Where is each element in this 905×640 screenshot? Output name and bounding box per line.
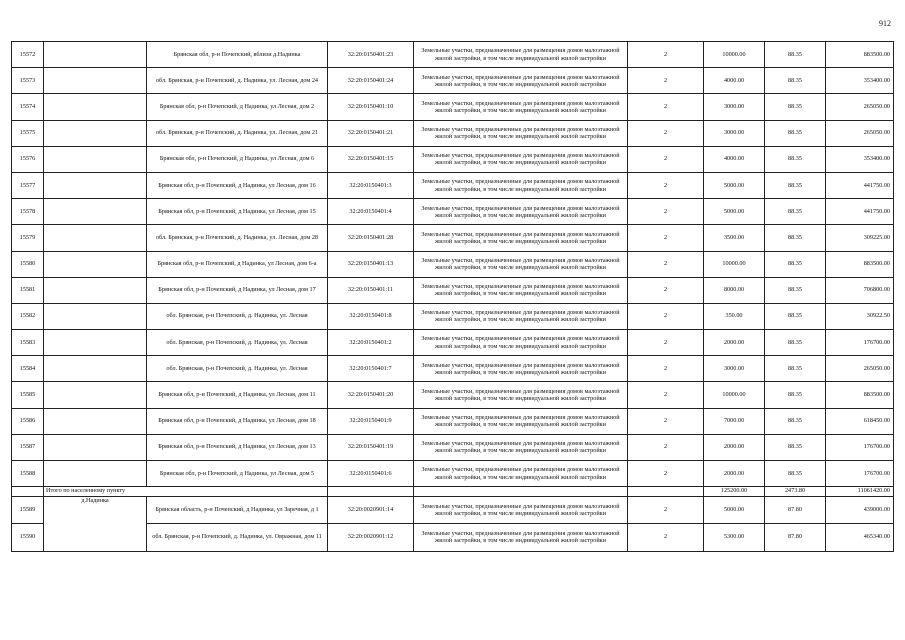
cadastral-number-cell: 32:20:0150401:24 xyxy=(328,68,414,94)
cadastral-number-cell: 32:20:0150401:2 xyxy=(328,330,414,356)
cadastral-value-cell: 176700.00 xyxy=(826,434,894,460)
row-number-cell: 15590 xyxy=(12,524,44,552)
subtotal-value-cell: 11061420.00 xyxy=(826,487,894,497)
land-use-cell: Земельные участки, предназначенные для размещения домов малоэтажной жилой застройки, в том числе индивидуальной жилой застройки xyxy=(414,382,628,408)
address-cell: Брянская обл, р-н Почепский, д Надинка, ул Лесная, дом 5 xyxy=(147,461,328,487)
cadastral-number-cell: 32:20:0150401:19 xyxy=(328,434,414,460)
land-use-cell: Земельные участки, предназначенные для размещения домов малоэтажной жилой застройки, в том числе индивидуальной жилой застройки xyxy=(414,68,628,94)
address-cell: обл. Брянская, р-н Почепский, д. Надинка, ул. Лесная, дом 24 xyxy=(147,68,328,94)
cadastral-value-cell: 618450.00 xyxy=(826,408,894,434)
table-row xyxy=(12,408,894,434)
specific-value-cell: 88.35 xyxy=(765,408,826,434)
settlement-cell xyxy=(44,382,147,408)
group-cell: 2 xyxy=(628,408,704,434)
land-use-cell: Земельные участки, предназначенные для размещения домов малоэтажной жилой застройки, в том числе индивидуальной жилой застройки xyxy=(414,277,628,303)
specific-value-cell: 88.35 xyxy=(765,94,826,120)
address-cell: обл. Брянская, р-н Почепский, д. Надинка, ул. Лесная xyxy=(147,303,328,329)
group-cell: 2 xyxy=(628,461,704,487)
address-cell: Брянская область, р-н Почепский, д Надинка, ул Заречная, д 1 xyxy=(147,496,328,524)
address-cell: обл. Брянская, р-н Почепский, д. Надинка, ул. Лесная xyxy=(147,356,328,382)
group-cell: 2 xyxy=(628,496,704,524)
area-cell: 2000.00 xyxy=(704,330,765,356)
settlement-cell xyxy=(44,330,147,356)
cadastral-number-cell: 32:20:0020901:14 xyxy=(328,496,414,524)
settlement-cell xyxy=(44,225,147,251)
specific-value-cell: 88.35 xyxy=(765,199,826,225)
group-cell: 2 xyxy=(628,524,704,552)
cadastral-value-cell: 465340.00 xyxy=(826,524,894,552)
address-cell: Брянская обл, р-н Почепский, д Надинка, ул Лесная, дом 6 xyxy=(147,146,328,172)
cadastral-value-cell: 353400.00 xyxy=(826,146,894,172)
area-cell: 8000.00 xyxy=(704,277,765,303)
area-cell: 5000.00 xyxy=(704,496,765,524)
land-use-cell: Земельные участки, предназначенные для размещения домов малоэтажной жилой застройки, в том числе индивидуальной жилой застройки xyxy=(414,356,628,382)
area-cell: 2000.00 xyxy=(704,434,765,460)
area-cell: 2000.00 xyxy=(704,461,765,487)
settlement-cell xyxy=(44,461,147,487)
address-cell: Брянская обл, р-н Почепский, д Надинка, ул Лесная, дом 11 xyxy=(147,382,328,408)
specific-value-cell: 88.35 xyxy=(765,172,826,198)
specific-value-cell: 88.35 xyxy=(765,382,826,408)
table-row xyxy=(12,42,894,68)
area-cell: 3000.00 xyxy=(704,120,765,146)
table-row xyxy=(12,382,894,408)
specific-value-cell: 88.35 xyxy=(765,356,826,382)
group-cell: 2 xyxy=(628,330,704,356)
table-row xyxy=(12,199,894,225)
cadastral-number-cell: 32:20:0150401:13 xyxy=(328,251,414,277)
cadastral-value-cell: 176700.00 xyxy=(826,461,894,487)
row-number-cell: 15577 xyxy=(12,172,44,198)
land-use-cell: Земельные участки, предназначенные для размещения домов малоэтажной жилой застройки, в том числе индивидуальной жилой застройки xyxy=(414,94,628,120)
subtotal-row xyxy=(12,487,894,497)
cadastral-number-cell: 32:20:0150401:21 xyxy=(328,120,414,146)
land-use-cell: Земельные участки, предназначенные для размещения домов малоэтажной жилой застройки, в том числе индивидуальной жилой застройки xyxy=(414,408,628,434)
group-cell: 2 xyxy=(628,382,704,408)
address-cell: Брянская обл, р-н Почепский, вблизи д.Надинка xyxy=(147,42,328,68)
cadastral-value-cell: 353400.00 xyxy=(826,68,894,94)
group-cell: 2 xyxy=(628,434,704,460)
page-number: 912 xyxy=(879,19,891,28)
cadastral-value-cell: 265050.00 xyxy=(826,120,894,146)
cadastral-value-cell: 265050.00 xyxy=(826,94,894,120)
land-use-cell: Земельные участки, предназначенные для размещения домов малоэтажной жилой застройки, в том числе индивидуальной жилой застройки xyxy=(414,330,628,356)
address-cell: Брянская обл, р-н Почепский, д Надинка, ул Лесная, дом 16 xyxy=(147,172,328,198)
group-cell: 2 xyxy=(628,251,704,277)
group-cell: 2 xyxy=(628,303,704,329)
subtotal-area-cell: 125200.00 xyxy=(704,487,765,497)
table-row xyxy=(12,303,894,329)
cadastral-value-cell: 883500.00 xyxy=(826,42,894,68)
subtotal-empty-cell xyxy=(12,487,44,497)
cadastral-value-cell: 441750.00 xyxy=(826,172,894,198)
group-cell: 2 xyxy=(628,94,704,120)
address-cell: обл. Брянская, р-н Почепский, д. Надинка, ул. Лесная xyxy=(147,330,328,356)
group-cell: 2 xyxy=(628,277,704,303)
group-cell: 2 xyxy=(628,42,704,68)
land-use-cell: Земельные участки, предназначенные для размещения домов малоэтажной жилой застройки, в том числе индивидуальной жилой застройки xyxy=(414,146,628,172)
cadastral-number-cell: 32:20:0150401:4 xyxy=(328,199,414,225)
specific-value-cell: 88.35 xyxy=(765,42,826,68)
row-number-cell: 15579 xyxy=(12,225,44,251)
row-number-cell: 15575 xyxy=(12,120,44,146)
settlement-cell xyxy=(44,68,147,94)
address-cell: Брянская обл, р-н Почепский, д Надинка, ул Лесная, дом 2 xyxy=(147,94,328,120)
cadastral-number-cell: 32:20:0150401:15 xyxy=(328,146,414,172)
area-cell: 3000.00 xyxy=(704,94,765,120)
table-row xyxy=(12,434,894,460)
specific-value-cell: 88.35 xyxy=(765,68,826,94)
row-number-cell: 15587 xyxy=(12,434,44,460)
address-cell: обл. Брянская, р-н Почепский, д. Надинка, ул. Лесная, дом 28 xyxy=(147,225,328,251)
specific-value-cell: 88.35 xyxy=(765,120,826,146)
cadastral-number-cell: 32:20:0150401:6 xyxy=(328,461,414,487)
settlement-cell xyxy=(44,251,147,277)
group-cell: 2 xyxy=(628,68,704,94)
land-use-cell: Земельные участки, предназначенные для размещения домов малоэтажной жилой застройки, в том числе индивидуальной жилой застройки xyxy=(414,496,628,524)
area-cell: 5000.00 xyxy=(704,172,765,198)
row-number-cell: 15584 xyxy=(12,356,44,382)
land-use-cell: Земельные участки, предназначенные для размещения домов малоэтажной жилой застройки, в том числе индивидуальной жилой застройки xyxy=(414,251,628,277)
table-row xyxy=(12,251,894,277)
row-number-cell: 15586 xyxy=(12,408,44,434)
subtotal-rate-cell: 2473.80 xyxy=(765,487,826,497)
subtotal-empty-cell xyxy=(414,487,628,497)
land-use-cell: Земельные участки, предназначенные для размещения домов малоэтажной жилой застройки, в том числе индивидуальной жилой застройки xyxy=(414,524,628,552)
cadastral-value-cell: 441750.00 xyxy=(826,199,894,225)
land-use-cell: Земельные участки, предназначенные для размещения домов малоэтажной жилой застройки, в том числе индивидуальной жилой застройки xyxy=(414,199,628,225)
land-use-cell: Земельные участки, предназначенные для размещения домов малоэтажной жилой застройки, в том числе индивидуальной жилой застройки xyxy=(414,434,628,460)
table-row xyxy=(12,356,894,382)
group-cell: 2 xyxy=(628,120,704,146)
area-cell: 5300.00 xyxy=(704,524,765,552)
group-cell: 2 xyxy=(628,146,704,172)
cadastral-number-cell: 32:20:0150401:9 xyxy=(328,408,414,434)
cadastral-value-cell: 883500.00 xyxy=(826,251,894,277)
cadastral-value-cell: 309225.00 xyxy=(826,225,894,251)
subtotal-empty-cell xyxy=(328,487,414,497)
settlement-cell: д.Надинка xyxy=(44,496,147,551)
area-cell: 350.00 xyxy=(704,303,765,329)
table-body xyxy=(12,42,894,552)
table-row xyxy=(12,146,894,172)
row-number-cell: 15576 xyxy=(12,146,44,172)
cadastral-number-cell: 32:20:0150401:23 xyxy=(328,42,414,68)
settlement-cell xyxy=(44,199,147,225)
cadastral-value-cell: 439000.00 xyxy=(826,496,894,524)
area-cell: 10000.00 xyxy=(704,42,765,68)
table-row xyxy=(12,120,894,146)
row-number-cell: 15580 xyxy=(12,251,44,277)
land-use-cell: Земельные участки, предназначенные для размещения домов малоэтажной жилой застройки, в том числе индивидуальной жилой застройки xyxy=(414,42,628,68)
table-row xyxy=(12,496,894,524)
land-use-cell: Земельные участки, предназначенные для размещения домов малоэтажной жилой застройки, в том числе индивидуальной жилой застройки xyxy=(414,172,628,198)
cadastral-value-cell: 30922.50 xyxy=(826,303,894,329)
area-cell: 7000.00 xyxy=(704,408,765,434)
settlement-cell xyxy=(44,303,147,329)
settlement-cell xyxy=(44,408,147,434)
specific-value-cell: 88.35 xyxy=(765,251,826,277)
land-use-cell: Земельные участки, предназначенные для размещения домов малоэтажной жилой застройки, в том числе индивидуальной жилой застройки xyxy=(414,303,628,329)
cadastral-value-cell: 265050.00 xyxy=(826,356,894,382)
address-cell: Брянская обл, р-н Почепский, д Надинка, ул Лесная, дом 13 xyxy=(147,434,328,460)
area-cell: 10000.00 xyxy=(704,251,765,277)
table-row xyxy=(12,461,894,487)
group-cell: 2 xyxy=(628,199,704,225)
cadastral-value-cell: 706800.00 xyxy=(826,277,894,303)
row-number-cell: 15582 xyxy=(12,303,44,329)
specific-value-cell: 88.35 xyxy=(765,303,826,329)
group-cell: 2 xyxy=(628,172,704,198)
row-number-cell: 15581 xyxy=(12,277,44,303)
land-plot-table xyxy=(11,41,894,552)
row-number-cell: 15588 xyxy=(12,461,44,487)
subtotal-empty-cell xyxy=(628,487,704,497)
address-cell: обл. Брянская, р-н Почепский, д. Надинка, ул. Овражная, дом 11 xyxy=(147,524,328,552)
area-cell: 4000.00 xyxy=(704,146,765,172)
cadastral-number-cell: 32:20:0150401:20 xyxy=(328,382,414,408)
settlement-cell xyxy=(44,434,147,460)
row-number-cell: 15574 xyxy=(12,94,44,120)
row-number-cell: 15585 xyxy=(12,382,44,408)
cadastral-number-cell: 32:20:0150401:8 xyxy=(328,303,414,329)
settlement-cell xyxy=(44,277,147,303)
row-number-cell: 15572 xyxy=(12,42,44,68)
settlement-cell xyxy=(44,94,147,120)
specific-value-cell: 87.80 xyxy=(765,524,826,552)
cadastral-number-cell: 32:20:0150401:3 xyxy=(328,172,414,198)
address-cell: Брянская обл, р-н Почепский, д Надинка, ул Лесная, дом 15 xyxy=(147,199,328,225)
area-cell: 10000.00 xyxy=(704,382,765,408)
cadastral-value-cell: 883500.00 xyxy=(826,382,894,408)
group-cell: 2 xyxy=(628,356,704,382)
specific-value-cell: 88.35 xyxy=(765,277,826,303)
settlement-cell xyxy=(44,120,147,146)
table-row xyxy=(12,330,894,356)
cadastral-number-cell: 32:20:0020901:12 xyxy=(328,524,414,552)
land-use-cell: Земельные участки, предназначенные для размещения домов малоэтажной жилой застройки, в том числе индивидуальной жилой застройки xyxy=(414,225,628,251)
address-cell: Брянская обл, р-н Почепский, д Надинка, ул Лесная, дом 17 xyxy=(147,277,328,303)
specific-value-cell: 88.35 xyxy=(765,330,826,356)
specific-value-cell: 88.35 xyxy=(765,461,826,487)
cadastral-number-cell: 32:20:0150401:10 xyxy=(328,94,414,120)
row-number-cell: 15583 xyxy=(12,330,44,356)
table-row xyxy=(12,172,894,198)
cadastral-value-cell: 176700.00 xyxy=(826,330,894,356)
row-number-cell: 15573 xyxy=(12,68,44,94)
specific-value-cell: 88.35 xyxy=(765,434,826,460)
specific-value-cell: 88.35 xyxy=(765,225,826,251)
table-row xyxy=(12,68,894,94)
area-cell: 3500.00 xyxy=(704,225,765,251)
cadastral-number-cell: 32:20:0150401:28 xyxy=(328,225,414,251)
area-cell: 3000.00 xyxy=(704,356,765,382)
settlement-cell xyxy=(44,172,147,198)
table-row xyxy=(12,277,894,303)
row-number-cell: 15589 xyxy=(12,496,44,524)
land-use-cell: Земельные участки, предназначенные для размещения домов малоэтажной жилой застройки, в том числе индивидуальной жилой застройки xyxy=(414,461,628,487)
cadastral-number-cell: 32:20:0150401:11 xyxy=(328,277,414,303)
land-use-cell: Земельные участки, предназначенные для размещения домов малоэтажной жилой застройки, в том числе индивидуальной жилой застройки xyxy=(414,120,628,146)
address-cell: Брянская обл, р-н Почепский, д Надинка, ул Лесная, дом 18 xyxy=(147,408,328,434)
specific-value-cell: 88.35 xyxy=(765,146,826,172)
settlement-cell xyxy=(44,42,147,68)
table-row xyxy=(12,94,894,120)
settlement-cell xyxy=(44,146,147,172)
subtotal-label-cell: Итого по населенному пункту xyxy=(44,487,328,497)
cadastral-number-cell: 32:20:0150401:7 xyxy=(328,356,414,382)
row-number-cell: 15578 xyxy=(12,199,44,225)
group-cell: 2 xyxy=(628,225,704,251)
table-row xyxy=(12,225,894,251)
address-cell: обл. Брянская, р-н Почепский, д. Надинка, ул. Лесная, дом 21 xyxy=(147,120,328,146)
specific-value-cell: 87.80 xyxy=(765,496,826,524)
settlement-cell xyxy=(44,356,147,382)
area-cell: 4000.00 xyxy=(704,68,765,94)
address-cell: Брянская обл, р-н Почепский, д Надинка, ул Лесная, дом 6-а xyxy=(147,251,328,277)
area-cell: 5000.00 xyxy=(704,199,765,225)
